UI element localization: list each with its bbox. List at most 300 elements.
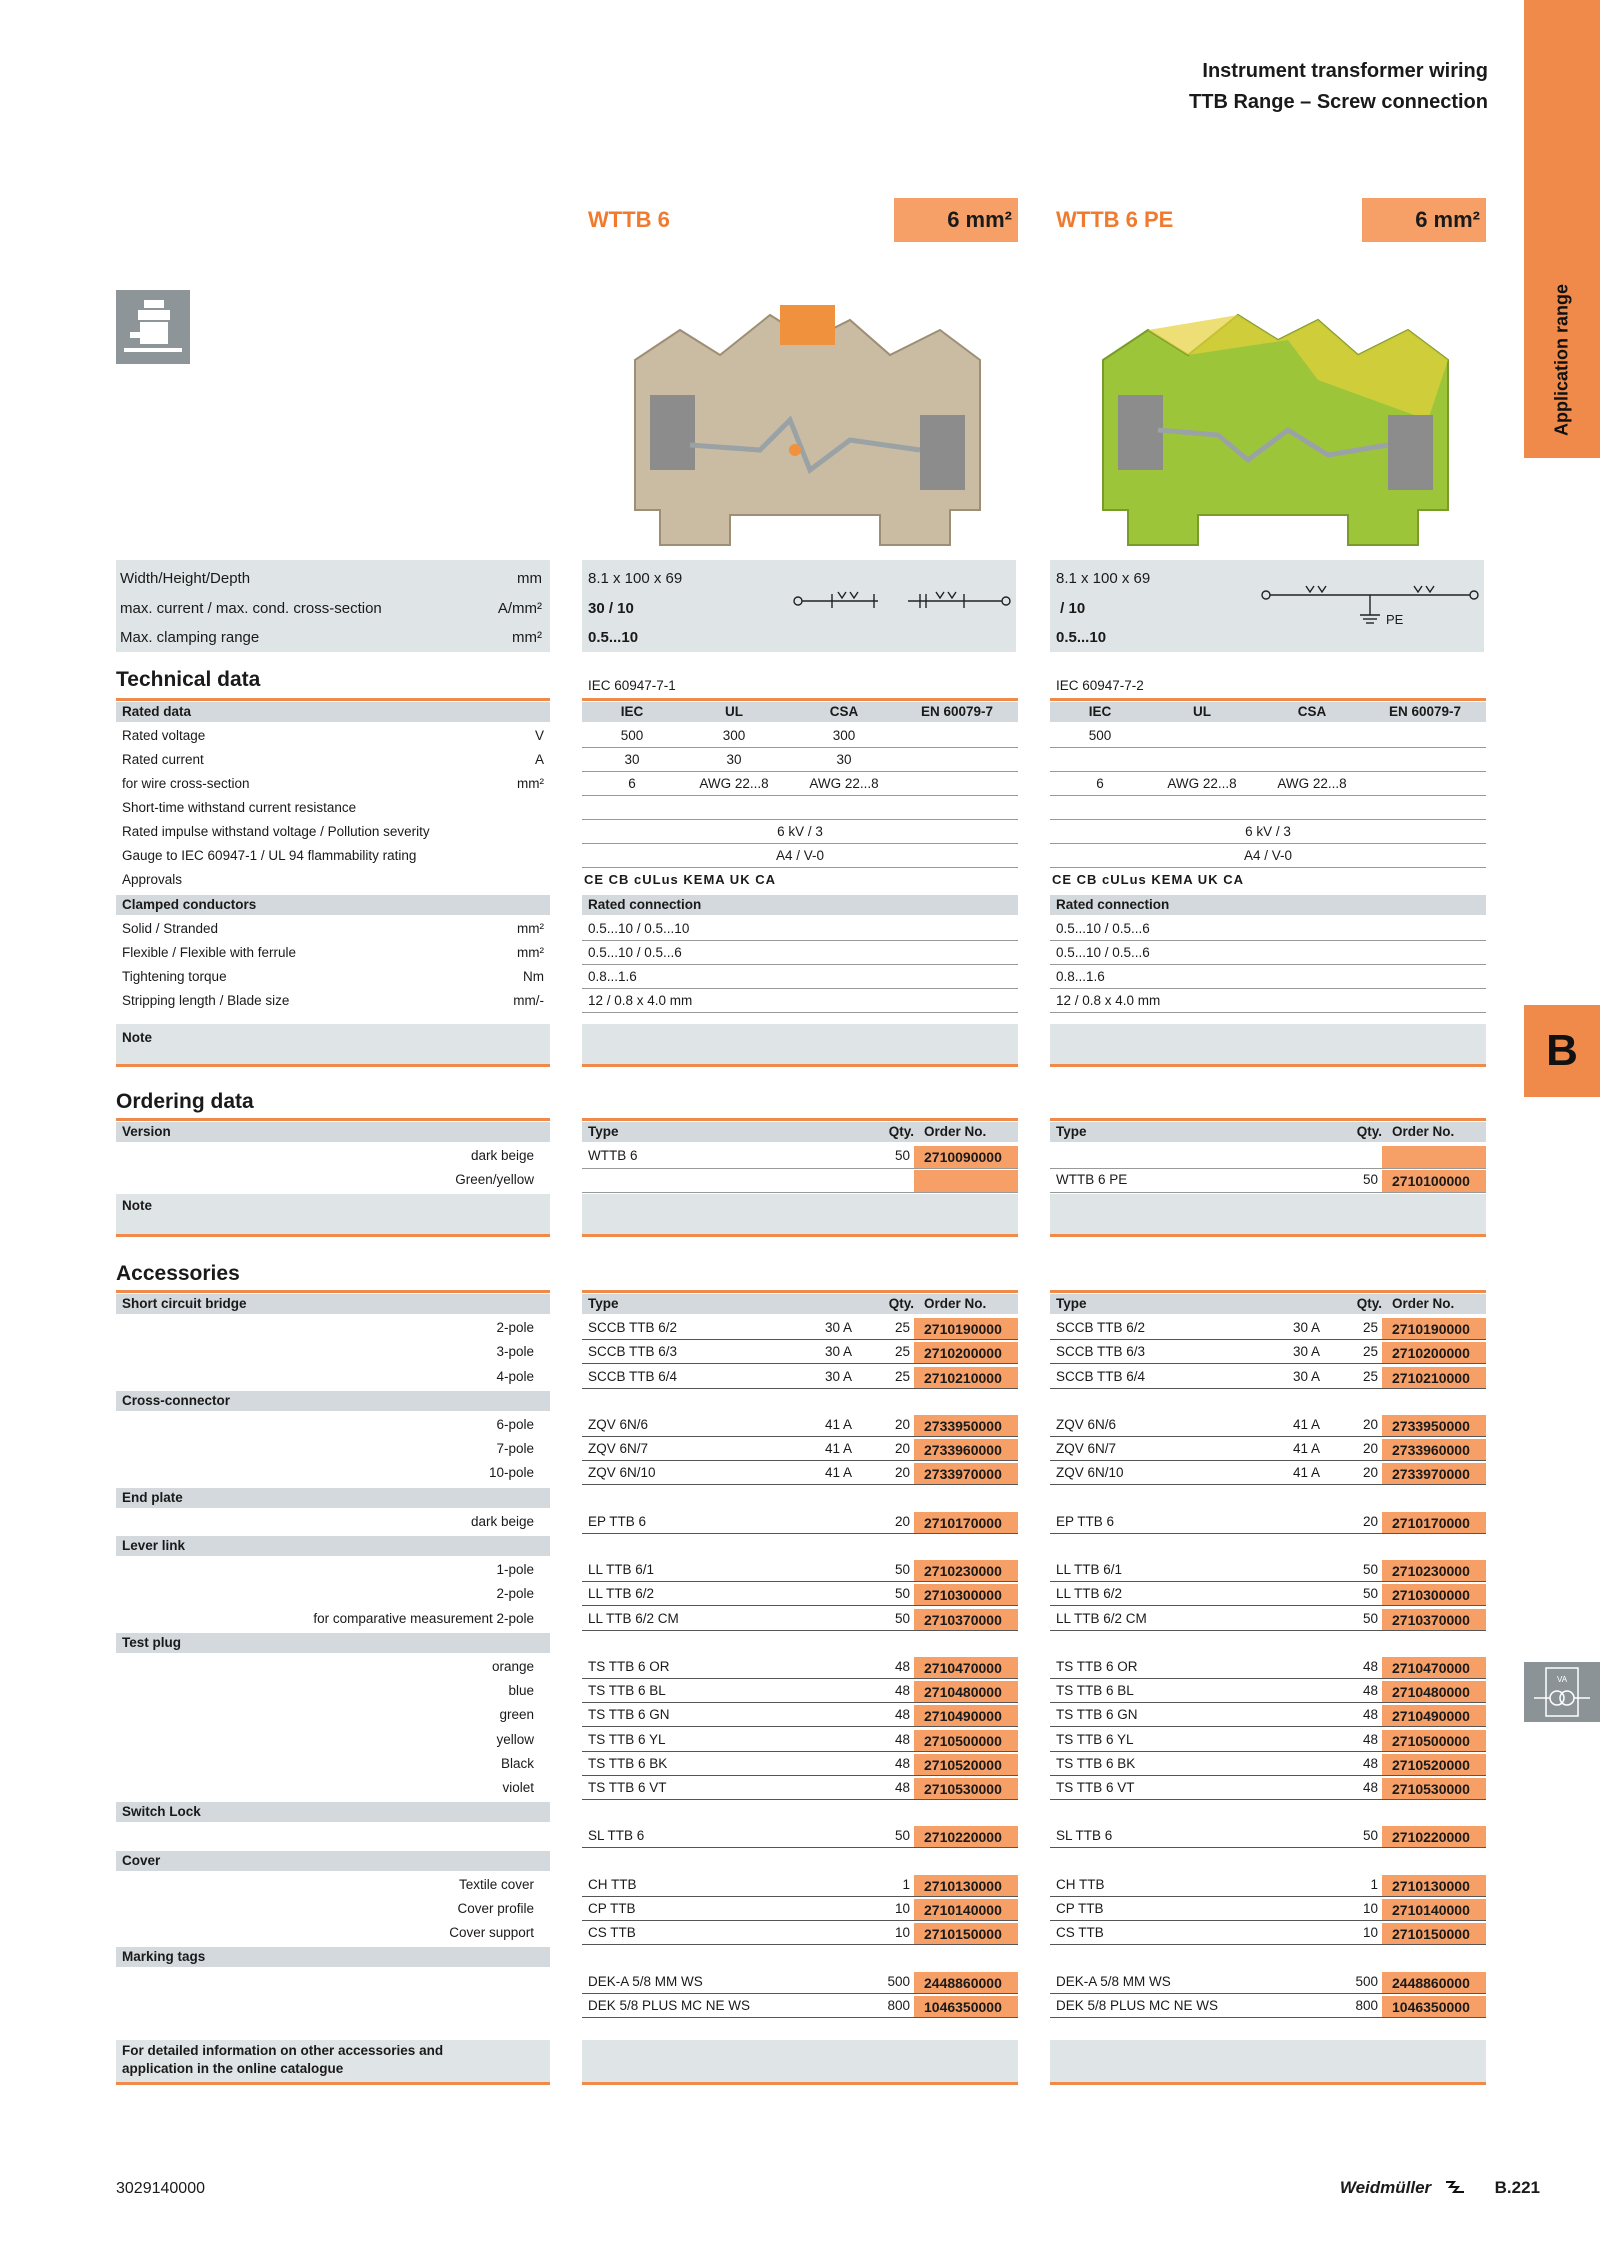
row-line — [582, 1944, 1018, 1945]
order-no-cell[interactable]: 2710090000 — [914, 1146, 1018, 1168]
section-rule — [582, 698, 1018, 701]
row-line — [1050, 1775, 1486, 1776]
application-range-label: Application range — [1551, 283, 1572, 437]
row-line — [1050, 1993, 1486, 1994]
order-no-cell[interactable]: 2710170000 — [1382, 1512, 1486, 1534]
acc-group-name: Lever link — [122, 1538, 186, 1553]
cross-value: AWG 22...8 — [809, 776, 879, 791]
order-no-cell[interactable]: 1046350000 — [1382, 1996, 1486, 2018]
qty-header: Qty. — [1356, 1124, 1382, 1139]
order-no-cell[interactable]: 2710210000 — [914, 1367, 1018, 1389]
order-no-cell[interactable]: 2710200000 — [914, 1342, 1018, 1364]
acc-qty: 10 — [894, 1901, 910, 1916]
row-line — [582, 843, 1018, 844]
order-no-cell[interactable]: 2710490000 — [914, 1705, 1018, 1727]
product-image-wttb6 — [620, 300, 990, 550]
acc-amp: 41 A — [824, 1441, 852, 1457]
row-line — [582, 747, 1018, 748]
row-line — [582, 1581, 1018, 1582]
acc-type: CH TTB — [1056, 1876, 1105, 1892]
tech-row-unit: mm² — [517, 776, 544, 791]
acc-qty: 48 — [1362, 1780, 1378, 1795]
product-image-wttb6pe — [1088, 300, 1458, 550]
std-header: EN 60079-7 — [1388, 704, 1462, 719]
tech-row-unit: V — [534, 728, 544, 743]
acc-amp: 41 A — [1292, 1441, 1320, 1457]
row-line — [1050, 867, 1486, 868]
acc-footnote-bar — [1050, 2040, 1486, 2082]
acc-item-label: Cover profile — [457, 1901, 534, 1916]
acc-type: SCCB TTB 6/3 — [1056, 1344, 1146, 1360]
row-line — [1050, 1581, 1486, 1582]
summary-row — [120, 597, 546, 621]
order-no-cell[interactable]: 2710210000 — [1382, 1367, 1486, 1389]
row-line — [1050, 1799, 1486, 1800]
acc-group-name: Switch Lock — [122, 1804, 201, 1820]
row-line — [1050, 1726, 1486, 1727]
acc-group-name: Cross-connector — [122, 1392, 231, 1408]
acc-type: ZQV 6N/6 — [588, 1417, 649, 1432]
acc-type: TS TTB 6 YL — [1056, 1731, 1134, 1747]
clamped-label: Clamped conductors — [122, 897, 257, 912]
order-no-cell[interactable]: 2710220000 — [1382, 1826, 1486, 1848]
clamped-value: 12 / 0.8 x 4.0 mm — [588, 993, 693, 1008]
order-no-cell[interactable]: 2733970000 — [1382, 1463, 1486, 1485]
acc-group-name: End plate — [122, 1489, 183, 1505]
acc-qty: 48 — [894, 1707, 910, 1723]
voltage-value: 500 — [620, 728, 644, 743]
acc-qty: 10 — [1362, 1901, 1378, 1916]
order-no-cell[interactable]: 2733950000 — [914, 1415, 1018, 1437]
footer-brand-page — [1340, 2178, 1540, 2198]
acc-qty: 20 — [894, 1417, 910, 1432]
order-no-cell[interactable] — [914, 1170, 1018, 1192]
product-title-wttb6pe — [1050, 198, 1486, 242]
acc-qty: 50 — [1362, 1828, 1378, 1844]
row-line — [582, 1896, 1018, 1897]
acc-amp: 30 A — [1292, 1344, 1320, 1360]
clamped-value: 0.5...10 / 0.5...6 — [1056, 921, 1150, 936]
summary-values-wttb6 — [582, 560, 1016, 652]
row-line — [582, 1726, 1018, 1727]
row-line — [582, 940, 1018, 941]
order-no-header: Order No. — [1392, 1296, 1455, 1311]
row-line — [1050, 1751, 1486, 1752]
rated-connection-label: Rated connection — [1056, 897, 1170, 912]
row-line — [1050, 819, 1486, 820]
acc-qty: 20 — [894, 1441, 910, 1457]
section-rule — [116, 1290, 550, 1293]
acc-type: DEK 5/8 PLUS MC NE WS — [1056, 1997, 1219, 2013]
section-rule — [116, 2082, 550, 2085]
order-qty: 50 — [894, 1148, 910, 1163]
acc-qty: 48 — [1362, 1683, 1378, 1699]
order-no-cell[interactable]: 2710480000 — [914, 1681, 1018, 1703]
order-no-cell[interactable]: 1046350000 — [914, 1996, 1018, 2018]
order-no-cell[interactable]: 2710490000 — [1382, 1705, 1486, 1727]
acc-group-name: Cover — [122, 1852, 161, 1868]
order-no-header: Order No. — [924, 1124, 987, 1139]
current-value: 30 — [624, 752, 640, 767]
qty-header: Qty. — [888, 1296, 914, 1311]
order-no-cell[interactable]: 2448860000 — [1382, 1972, 1486, 1994]
std-header: CSA — [1297, 704, 1327, 719]
order-no-cell[interactable]: 2733950000 — [1382, 1415, 1486, 1437]
acc-type: TS TTB 6 VT — [588, 1780, 667, 1795]
acc-type: SCCB TTB 6/4 — [588, 1368, 678, 1384]
acc-qty: 48 — [894, 1780, 910, 1795]
acc-footnote-line-1: For detailed information on other accessories and — [122, 2043, 444, 2058]
order-no-cell[interactable]: 2710130000 — [1382, 1875, 1486, 1897]
acc-type: TS TTB 6 VT — [1056, 1780, 1135, 1795]
order-no-cell[interactable]: 2710140000 — [1382, 1899, 1486, 1921]
document-number: 3029140000 — [116, 2180, 205, 2197]
summary-unit: A/mm² — [497, 600, 542, 617]
summary-label: Width/Height/Depth — [120, 570, 251, 587]
section-rule — [582, 2082, 1018, 2085]
order-no-cell[interactable]: 2710470000 — [914, 1657, 1018, 1679]
rated-data-label: Rated data — [122, 704, 192, 719]
row-line — [1050, 1484, 1486, 1485]
clamped-row-label: Solid / Stranded — [122, 921, 219, 936]
tech-row-label: Approvals — [122, 872, 183, 887]
qty-header: Qty. — [888, 1124, 914, 1139]
row-line — [1050, 1920, 1486, 1921]
row-line — [1050, 795, 1486, 796]
note-bar — [116, 1194, 550, 1234]
acc-item-label: Textile cover — [458, 1876, 534, 1892]
va-badge-text: VA — [1556, 1675, 1568, 1684]
acc-qty: 20 — [1362, 1441, 1378, 1457]
acc-qty: 50 — [894, 1586, 910, 1602]
order-no-cell[interactable]: 2710520000 — [914, 1754, 1018, 1776]
row-line — [582, 1436, 1018, 1437]
acc-item-label: 10-pole — [488, 1465, 534, 1481]
acc-type: ZQV 6N/10 — [588, 1465, 656, 1481]
header-line-2: TTB Range – Screw connection — [1189, 91, 1488, 113]
acc-qty: 20 — [1362, 1465, 1378, 1481]
order-no-cell[interactable]: 2710520000 — [1382, 1754, 1486, 1776]
clamped-row-label: Tightening torque — [122, 969, 227, 984]
acc-qty: 20 — [1362, 1513, 1378, 1529]
section-rule — [1050, 1234, 1486, 1237]
row-line — [582, 795, 1018, 796]
order-no-cell[interactable]: 2710480000 — [1382, 1681, 1486, 1703]
order-no-cell[interactable]: 2448860000 — [914, 1972, 1018, 1994]
va-badge-icon — [1524, 1662, 1600, 1722]
row-line — [1050, 1436, 1486, 1437]
summary-label: max. current / max. cond. cross-section — [120, 600, 382, 617]
acc-qty: 48 — [1362, 1659, 1378, 1674]
acc-qty: 48 — [894, 1683, 910, 1699]
row-line — [582, 1388, 1018, 1389]
approvals-icon: CE CB cULus KEMA UK CA — [1052, 872, 1244, 887]
acc-qty: 800 — [887, 1997, 910, 2013]
clamped-value: 0.5...10 / 0.5...10 — [588, 921, 690, 936]
summary-label: Max. clamping range — [120, 629, 260, 646]
row-line — [582, 988, 1018, 989]
acc-item-label: orange — [491, 1659, 534, 1674]
acc-item-label: Black — [500, 1755, 534, 1771]
section-rule — [116, 698, 550, 701]
note-label: Note — [122, 1030, 152, 1045]
row-line — [1050, 1192, 1486, 1193]
accessories-title: Accessories — [116, 1262, 240, 1285]
row-line — [582, 1799, 1018, 1800]
order-no-cell[interactable]: 2710230000 — [914, 1560, 1018, 1582]
order-no-cell[interactable]: 2710500000 — [1382, 1730, 1486, 1752]
row-line — [1050, 1339, 1486, 1340]
dimensions-value: 8.1 x 100 x 69 — [1056, 570, 1151, 587]
clamped-row-unit: mm² — [517, 945, 544, 960]
clamped-row-unit: Nm — [523, 969, 544, 984]
order-no-header: Order No. — [1392, 1124, 1455, 1139]
row-line — [1050, 1702, 1486, 1703]
summary-labels — [116, 560, 550, 652]
order-no-cell[interactable]: 2710130000 — [914, 1875, 1018, 1897]
acc-qty: 25 — [894, 1368, 910, 1384]
section-rule — [1050, 698, 1486, 701]
order-no-cell[interactable]: 2710530000 — [1382, 1778, 1486, 1800]
acc-type: TS TTB 6 GN — [1056, 1707, 1138, 1723]
cross-value: 6 — [1096, 776, 1104, 791]
acc-group-header — [116, 1851, 550, 1871]
acc-type: CP TTB — [1056, 1901, 1104, 1916]
order-no-cell[interactable]: 2710370000 — [914, 1609, 1018, 1631]
acc-qty: 10 — [894, 1925, 910, 1941]
clamping-value: 0.5...10 — [1056, 629, 1107, 646]
acc-type: LL TTB 6/2 — [588, 1586, 655, 1602]
section-rule — [1050, 1118, 1486, 1121]
note-bar — [1050, 1194, 1486, 1234]
acc-qty: 50 — [1362, 1586, 1378, 1602]
note-bar — [116, 1024, 550, 1064]
acc-item-label: for comparative measurement 2-pole — [313, 1610, 534, 1626]
version-value: dark beige — [470, 1148, 534, 1163]
current-value: 30 — [726, 752, 742, 767]
row-line — [1050, 1012, 1486, 1013]
order-no-cell[interactable]: 2710170000 — [914, 1512, 1018, 1534]
terminal-category-icon — [116, 290, 190, 364]
acc-qty: 20 — [1362, 1417, 1378, 1432]
order-no-cell[interactable]: 2710150000 — [1382, 1923, 1486, 1945]
current-value: 30 / 10 — [588, 600, 634, 617]
header-line-1: Instrument transformer wiring — [1202, 60, 1488, 82]
row-line — [582, 1484, 1018, 1485]
acc-item-label: 1-pole — [496, 1562, 534, 1578]
row-line — [582, 1339, 1018, 1340]
acc-qty: 500 — [1355, 1973, 1378, 1989]
summary-unit: mm² — [512, 629, 542, 646]
row-line — [1050, 843, 1486, 844]
order-no-cell[interactable]: 2710220000 — [914, 1826, 1018, 1848]
acc-qty: 50 — [894, 1562, 910, 1578]
acc-qty: 1 — [1370, 1876, 1378, 1892]
acc-type: SCCB TTB 6/2 — [1056, 1320, 1146, 1336]
product-title-wttb6 — [582, 198, 1018, 242]
standard-label: IEC 60947-7-2 — [1056, 678, 1144, 693]
order-no-cell[interactable]: 2733960000 — [914, 1439, 1018, 1461]
clamped-value: 0.5...10 / 0.5...6 — [588, 945, 682, 960]
gauge-value: A4 / V-0 — [1243, 848, 1293, 863]
acc-type: TS TTB 6 OR — [588, 1659, 670, 1674]
note-bar — [582, 1194, 1018, 1234]
row-line — [1050, 988, 1486, 989]
std-header: UL — [1193, 704, 1211, 719]
product-cross-section: 6 mm² — [894, 198, 1018, 242]
acc-item-label: violet — [502, 1780, 534, 1795]
row-line — [1050, 1630, 1486, 1631]
order-no-cell[interactable]: 2710500000 — [914, 1730, 1018, 1752]
section-letter-tab[interactable]: B — [1524, 1005, 1600, 1097]
row-line — [582, 1192, 1018, 1193]
acc-qty: 48 — [1362, 1731, 1378, 1747]
acc-qty: 20 — [894, 1465, 910, 1481]
order-no-cell[interactable]: 2710100000 — [1382, 1170, 1486, 1192]
acc-qty: 48 — [1362, 1707, 1378, 1723]
acc-qty: 25 — [894, 1344, 910, 1360]
order-no-header: Order No. — [924, 1296, 987, 1311]
order-no-cell[interactable]: 2710300000 — [914, 1584, 1018, 1606]
circuit-symbol-pe-icon — [1260, 580, 1480, 630]
acc-type: EP TTB 6 — [588, 1513, 647, 1529]
section-rule — [582, 1118, 1018, 1121]
type-header: Type — [1056, 1296, 1087, 1311]
summary-row — [120, 626, 546, 650]
section-rule — [1050, 1064, 1486, 1067]
acc-type: CS TTB — [1056, 1925, 1104, 1941]
row-line — [582, 1751, 1018, 1752]
acc-group-name: Test plug — [122, 1634, 181, 1650]
circuit-symbol-icon — [792, 586, 1012, 616]
application-range-tab[interactable] — [1524, 0, 1600, 458]
tech-row-label: Short-time withstand current resistance — [122, 800, 357, 815]
order-no-cell[interactable]: 2710370000 — [1382, 1609, 1486, 1631]
clamped-value: 0.5...10 / 0.5...6 — [1056, 945, 1150, 960]
voltage-value: 300 — [722, 728, 746, 743]
row-line — [1050, 964, 1486, 965]
cross-value: AWG 22...8 — [1167, 776, 1237, 791]
order-no-cell[interactable]: 2710530000 — [914, 1778, 1018, 1800]
row-line — [1050, 2017, 1486, 2018]
clamped-row-label: Flexible / Flexible with ferrule — [122, 945, 297, 960]
acc-qty: 50 — [894, 1828, 910, 1844]
cross-value: AWG 22...8 — [1277, 776, 1347, 791]
version-label: Version — [122, 1124, 171, 1139]
acc-item-label: Cover support — [449, 1925, 534, 1941]
note-label: Note — [122, 1198, 152, 1213]
acc-item-label: 6-pole — [496, 1417, 534, 1432]
tech-row-label: Rated current — [122, 752, 204, 767]
acc-type: TS TTB 6 GN — [588, 1707, 670, 1723]
acc-amp: 41 A — [824, 1417, 852, 1432]
row-line — [1050, 1678, 1486, 1679]
row-line — [1050, 1533, 1486, 1534]
acc-type: DEK 5/8 PLUS MC NE WS — [588, 1997, 751, 2013]
acc-type: SCCB TTB 6/2 — [588, 1320, 678, 1336]
row-line — [1050, 1847, 1486, 1848]
row-line — [582, 1363, 1018, 1364]
row-line — [582, 1460, 1018, 1461]
rated-connection-label: Rated connection — [588, 897, 702, 912]
acc-qty: 50 — [1362, 1562, 1378, 1578]
order-no-cell[interactable]: 2710150000 — [914, 1923, 1018, 1945]
acc-amp: 30 A — [1292, 1320, 1320, 1336]
row-line — [582, 1993, 1018, 1994]
acc-type: DEK-A 5/8 MM WS — [588, 1973, 703, 1989]
acc-item-label: blue — [508, 1683, 534, 1699]
row-line — [582, 1678, 1018, 1679]
acc-footnote-bar — [582, 2040, 1018, 2082]
order-no-cell[interactable]: 2710200000 — [1382, 1342, 1486, 1364]
pe-label: PE — [1386, 612, 1404, 627]
section-rule — [1050, 1290, 1486, 1293]
acc-qty: 48 — [894, 1731, 910, 1747]
row-line — [582, 1775, 1018, 1776]
order-no-cell[interactable]: 2710230000 — [1382, 1560, 1486, 1582]
std-header: IEC — [620, 704, 644, 719]
row-line — [1050, 1363, 1486, 1364]
acc-amp: 41 A — [1292, 1465, 1320, 1481]
acc-type: TS TTB 6 BL — [1056, 1683, 1134, 1699]
acc-qty: 20 — [894, 1513, 910, 1529]
acc-type: ZQV 6N/7 — [588, 1441, 649, 1457]
note-bar — [582, 1024, 1018, 1064]
order-no-cell[interactable]: 2710190000 — [914, 1318, 1018, 1340]
acc-qty: 25 — [1362, 1368, 1378, 1384]
product-name: WTTB 6 PE — [1056, 207, 1174, 232]
order-no-cell[interactable]: 2733960000 — [1382, 1439, 1486, 1461]
order-no-cell[interactable]: 2710300000 — [1382, 1584, 1486, 1606]
row-line — [1050, 1168, 1486, 1169]
acc-type: TS TTB 6 BK — [588, 1755, 668, 1771]
page-number: B.221 — [1494, 2178, 1540, 2197]
note-bar — [1050, 1024, 1486, 1064]
order-no-cell[interactable]: 2710470000 — [1382, 1657, 1486, 1679]
acc-item-label: 2-pole — [496, 1586, 534, 1602]
section-rule — [582, 1064, 1018, 1067]
order-no-cell[interactable]: 2733970000 — [914, 1463, 1018, 1485]
acc-type: ZQV 6N/10 — [1056, 1465, 1124, 1481]
row-line — [1050, 771, 1486, 772]
acc-type: ZQV 6N/6 — [1056, 1417, 1117, 1432]
acc-qty: 50 — [894, 1610, 910, 1626]
acc-type: CS TTB — [588, 1925, 636, 1941]
row-line — [582, 1630, 1018, 1631]
acc-type: SCCB TTB 6/3 — [588, 1344, 678, 1360]
row-line — [582, 1847, 1018, 1848]
acc-type: SL TTB 6 — [588, 1828, 645, 1844]
acc-amp: 30 A — [824, 1344, 852, 1360]
dimensions-value: 8.1 x 100 x 69 — [588, 570, 683, 587]
current-value: 30 — [836, 752, 852, 767]
std-header: IEC — [1088, 704, 1112, 719]
row-line — [582, 1168, 1018, 1169]
tech-row-label: Rated impulse withstand voltage / Pollution severity — [122, 824, 430, 839]
acc-footnote-line-2: application in the online catalogue — [122, 2061, 344, 2076]
tech-row-label: Gauge to IEC 60947-1 / UL 94 flammability rating — [122, 848, 417, 863]
order-no-cell[interactable] — [1382, 1146, 1486, 1168]
acc-item-label: dark beige — [470, 1513, 534, 1529]
cross-value: AWG 22...8 — [699, 776, 769, 791]
acc-item-label: green — [499, 1707, 534, 1723]
order-no-cell[interactable]: 2710140000 — [914, 1899, 1018, 1921]
standard-label: IEC 60947-7-1 — [588, 678, 676, 693]
order-no-cell[interactable]: 2710190000 — [1382, 1318, 1486, 1340]
acc-qty: 48 — [894, 1755, 910, 1771]
order-qty: 50 — [1362, 1172, 1378, 1187]
clamping-value: 0.5...10 — [588, 629, 639, 646]
